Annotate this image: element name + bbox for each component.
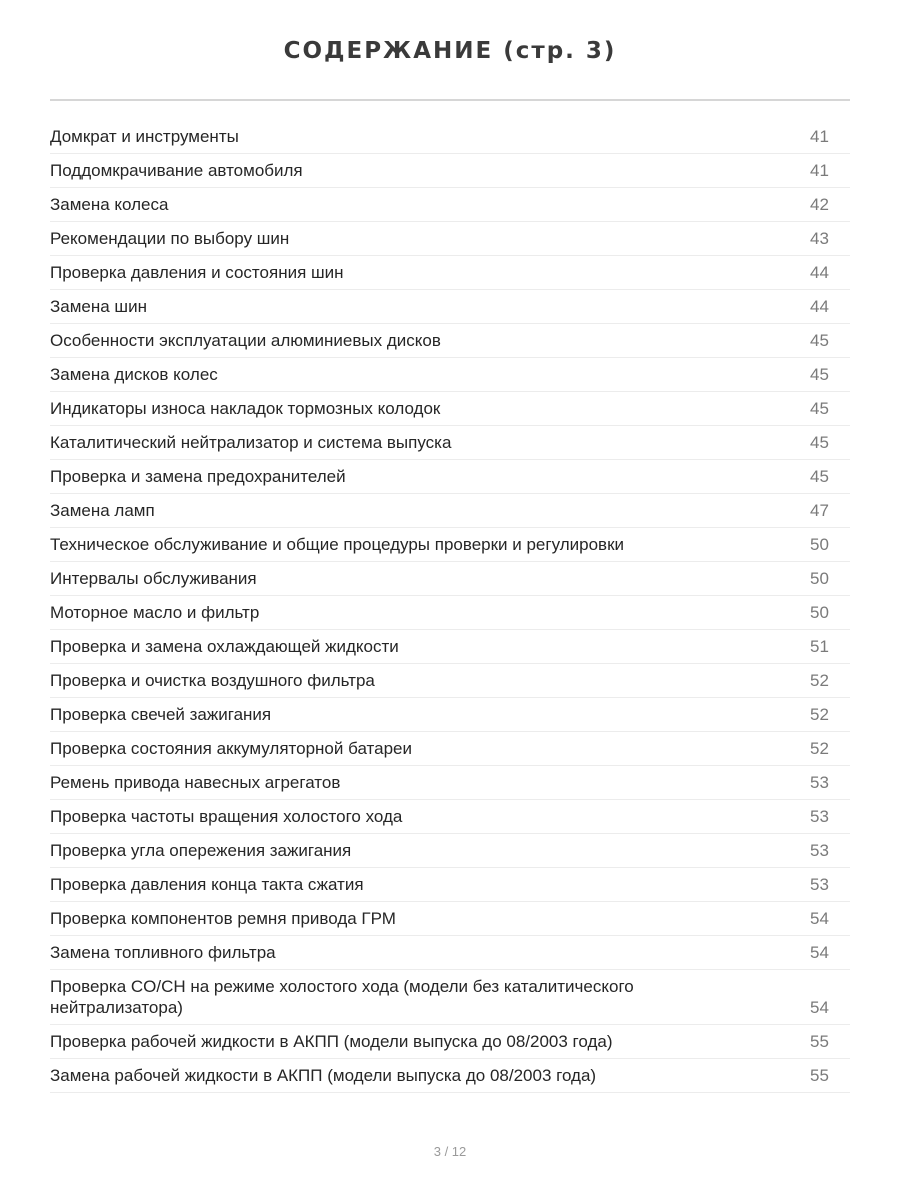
toc-entry-title: Проверка компонентов ремня привода ГРМ <box>50 909 396 928</box>
toc-entry-title: Проверка частоты вращения холостого хода <box>50 807 403 826</box>
toc-entry-title: Проверка свечей зажигания <box>50 705 272 724</box>
toc-entry-title: Интервалы обслуживания <box>50 569 257 588</box>
toc-entry[interactable] <box>50 1025 850 1059</box>
page-indicator: 3 / 12 <box>433 1144 467 1159</box>
toc-entry[interactable] <box>50 358 850 392</box>
toc-entry[interactable] <box>50 664 850 698</box>
toc-entry-page: 53 <box>810 875 829 894</box>
toc-entry-page: 55 <box>810 1066 829 1085</box>
toc-entry[interactable] <box>50 1059 850 1093</box>
toc-entry-page: 55 <box>810 1032 829 1051</box>
toc-entry[interactable] <box>50 970 850 1025</box>
toc-entry-page: 54 <box>810 909 829 928</box>
toc-entry-title: Проверка и очистка воздушного фильтра <box>50 671 375 690</box>
toc-entry[interactable] <box>50 596 850 630</box>
toc-entry[interactable] <box>50 460 850 494</box>
toc-entry[interactable] <box>50 834 850 868</box>
toc-entry-title: Проверка давления и состояния шин <box>50 263 344 282</box>
toc-entry-page: 50 <box>810 569 829 588</box>
toc-entry[interactable] <box>50 528 850 562</box>
toc-entry-title: Рекомендации по выбору шин <box>50 229 290 248</box>
toc-entry-title: Замена шин <box>50 297 147 316</box>
toc-entry-page: 44 <box>810 297 829 316</box>
toc-entry[interactable] <box>50 392 850 426</box>
toc-entry-title: Каталитический нейтрализатор и система выпуска <box>50 433 452 452</box>
toc-entry-title: Моторное масло и фильтр <box>50 603 260 622</box>
toc-entry-title: Поддомкрачивание автомобиля <box>50 161 303 180</box>
toc-entry[interactable] <box>50 256 850 290</box>
toc-entry[interactable] <box>50 562 850 596</box>
toc-entry[interactable] <box>50 188 850 222</box>
toc-entry[interactable] <box>50 732 850 766</box>
toc-entry-title: Индикаторы износа накладок тормозных колодок <box>50 399 441 418</box>
toc-entry-page: 52 <box>810 705 829 724</box>
toc-entry[interactable] <box>50 868 850 902</box>
toc-entry[interactable] <box>50 902 850 936</box>
toc-entry-page: 41 <box>810 161 829 180</box>
toc-entry[interactable] <box>50 426 850 460</box>
toc-entry-title: Особенности эксплуатации алюминиевых дисков <box>50 331 441 350</box>
toc-entry-page: 45 <box>810 467 829 486</box>
toc-entry-page: 52 <box>810 671 829 690</box>
toc-entry[interactable] <box>50 120 850 154</box>
toc-entry-title: Проверка и замена предохранителей <box>50 467 346 486</box>
toc-entry-page: 50 <box>810 535 829 554</box>
toc-entry-page: 45 <box>810 433 829 452</box>
toc-entry-page: 43 <box>810 229 829 248</box>
toc-entry-title: Проверка давления конца такта сжатия <box>50 875 364 894</box>
toc-entry[interactable] <box>50 494 850 528</box>
toc-entry[interactable] <box>50 936 850 970</box>
toc-entry-title: Проверка угла опережения зажигания <box>50 841 352 860</box>
toc-entry-page: 47 <box>810 501 829 520</box>
toc-entry-title: Техническое обслуживание и общие процедуры проверки и регулировки <box>50 535 625 554</box>
toc-list <box>50 120 850 1093</box>
toc-entry-page: 52 <box>810 739 829 758</box>
toc-entry[interactable] <box>50 324 850 358</box>
page-title: СОДЕРЖАНИЕ (стр. 3) <box>283 38 617 64</box>
toc-entry-page: 50 <box>810 603 829 622</box>
toc-entry-page: 45 <box>810 365 829 384</box>
toc-entry-title: Замена колеса <box>50 195 169 214</box>
toc-entry-title: Ремень привода навесных агрегатов <box>50 773 341 792</box>
toc-entry-page: 54 <box>810 943 829 962</box>
toc-entry-title: Проверка и замена охлаждающей жидкости <box>50 637 399 656</box>
title-divider <box>50 99 850 101</box>
toc-entry[interactable] <box>50 222 850 256</box>
toc-entry[interactable] <box>50 698 850 732</box>
toc-entry-page: 53 <box>810 841 829 860</box>
toc-entry-page: 44 <box>810 263 829 282</box>
toc-entry[interactable] <box>50 800 850 834</box>
toc-entry-page: 42 <box>810 195 829 214</box>
toc-entry-title: Замена рабочей жидкости в АКПП (модели выпуска до 08/2003 года) <box>50 1066 597 1085</box>
toc-entry-page: 45 <box>810 399 829 418</box>
toc-entry-title: Проверка CO/CH на режиме холостого хода (модели без каталитического нейтрализатора) <box>50 977 634 1017</box>
toc-entry-page: 51 <box>810 637 829 656</box>
toc-entry-page: 45 <box>810 331 829 350</box>
toc-entry[interactable] <box>50 630 850 664</box>
toc-entry-title: Проверка рабочей жидкости в АКПП (модели выпуска до 08/2003 года) <box>50 1032 613 1051</box>
toc-entry-page: 53 <box>810 807 829 826</box>
toc-entry[interactable] <box>50 290 850 324</box>
toc-entry-title: Проверка состояния аккумуляторной батареи <box>50 739 412 758</box>
toc-entry-title: Замена топливного фильтра <box>50 943 276 962</box>
toc-entry-page: 53 <box>810 773 829 792</box>
toc-entry-page: 41 <box>810 127 829 146</box>
toc-entry-title: Замена дисков колес <box>50 365 218 384</box>
toc-entry-page: 54 <box>810 998 829 1017</box>
toc-entry-title: Замена ламп <box>50 501 155 520</box>
toc-entry[interactable] <box>50 766 850 800</box>
toc-entry[interactable] <box>50 154 850 188</box>
toc-entry-title: Домкрат и инструменты <box>50 127 239 146</box>
